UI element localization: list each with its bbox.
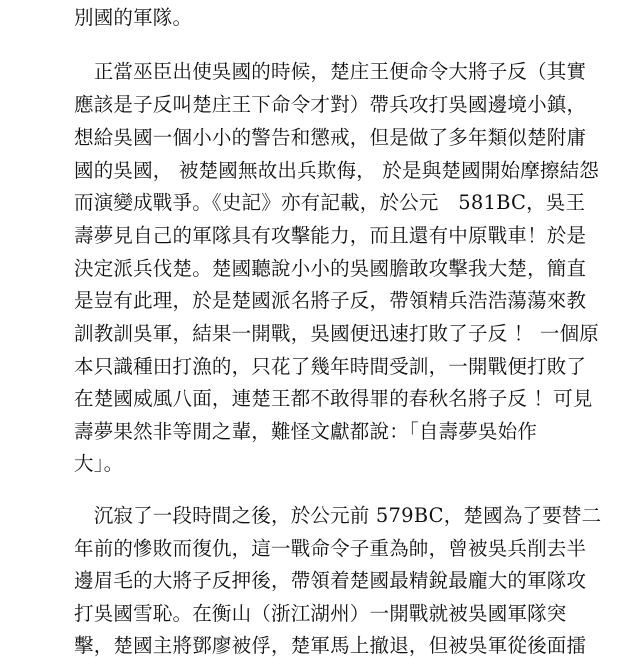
text-line: 別國的軍隊。 <box>74 6 193 29</box>
text-line: 應該是子反叫楚庄王下命令才對）帶兵攻打吳國邊境小鎮， <box>74 93 587 116</box>
text-line: 壽夢果然非等閒之輩，難怪文獻都說：「自壽夢吳始作 <box>74 420 538 443</box>
text-line: 國的吳國， 被楚國無故出兵欺侮， 於是與楚國開始摩擦結怨 <box>74 159 599 182</box>
text-line: 在楚國威風八面，連楚王都不敢得罪的春秋名將子反 ！可見 <box>74 387 593 410</box>
text-line: 壽夢見自己的軍隊具有攻擊能力，而且還有中原戰車！於是 <box>74 224 587 247</box>
text-line: 沉寂了一段時間之後，於公元前 579BC，楚國為了要替二 <box>74 504 602 527</box>
text-line: 正當巫臣出使吳國的時候，楚庄王便命令大將子反（其實 <box>74 60 587 83</box>
text-line: 邊眉毛的大將子反押後，帶領着楚國最精銳最龐大的軍隊攻 <box>74 569 587 592</box>
text-line: 想給吳國一個小小的警告和懲戒，但是做了多年類似楚附庸 <box>74 126 587 149</box>
text-line: 本只識種田打漁的，只花了幾年時間受訓，一開戰便打敗了 <box>74 355 587 378</box>
text-line: 打吳國雪恥。在衡山（浙江湖州）一開戰就被吳國軍隊突 <box>74 602 567 625</box>
text-line: 訓教訓吳軍，結果一開戰，吳國便迅速打敗了子反 ！ 一個原 <box>74 322 599 345</box>
text-line: 大」。 <box>74 452 124 475</box>
text-line: 擊，楚國主將鄧廖被俘，楚軍馬上撤退，但被吳軍從後面擂 <box>74 634 587 657</box>
text-line: 而演變成戰爭。《史記》亦有記載，於公元 581BC，吳王 <box>74 191 586 214</box>
text-line: 決定派兵伐楚。楚國聽說小小的吳國膽敢攻擊我大楚，簡直 <box>74 257 587 280</box>
text-line: 年前的慘敗而復仇，這一戰命令子重為帥，曾被吳兵削去半 <box>74 537 587 560</box>
text-line: 是豈有此理，於是楚國派名將子反，帶領精兵浩浩蕩蕩來教 <box>74 289 587 312</box>
